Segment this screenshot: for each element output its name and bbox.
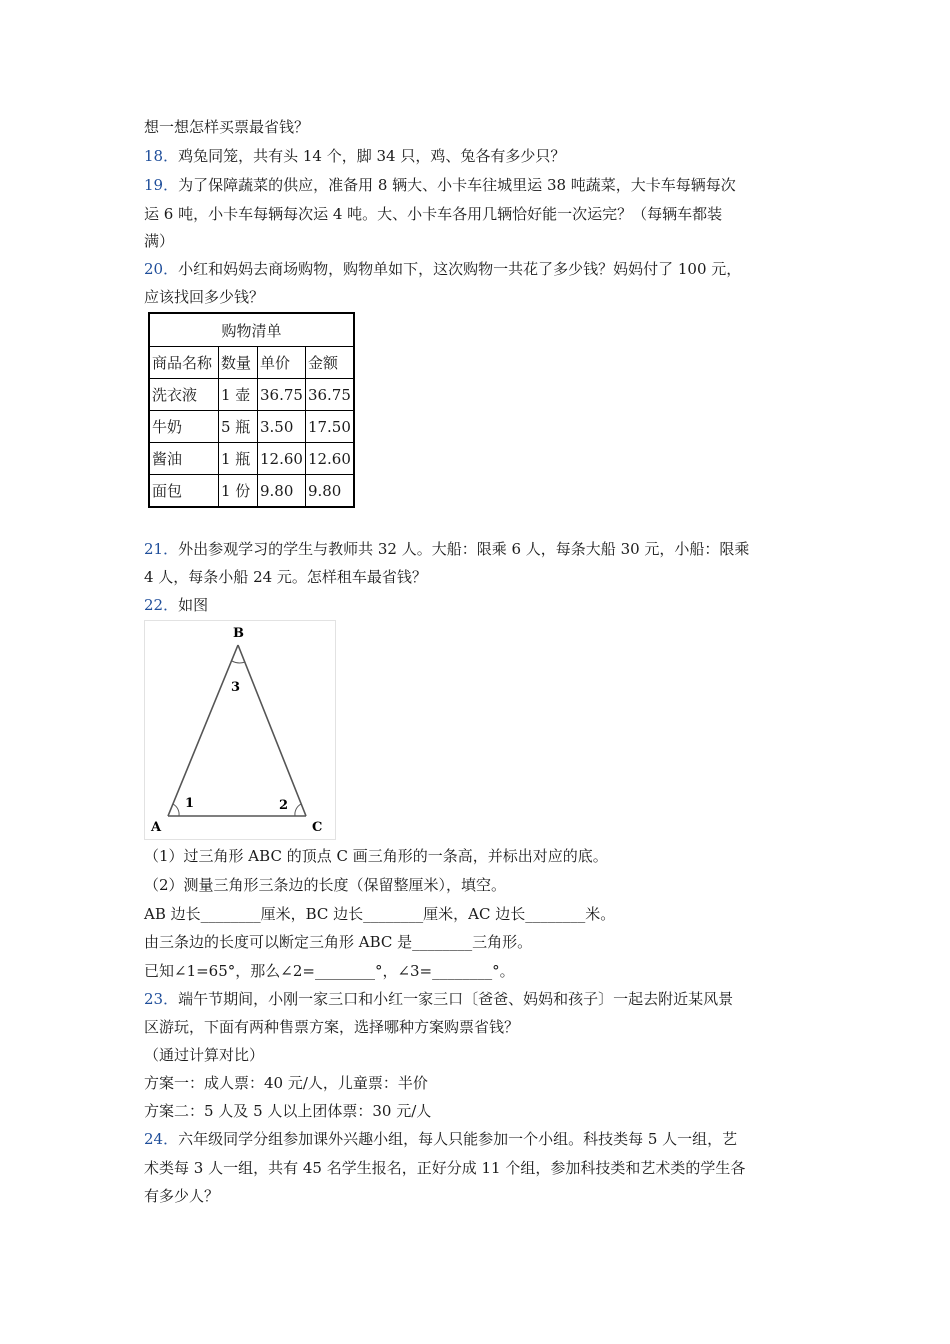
question-number: 18． (144, 147, 179, 165)
table-cell: 酱油 (149, 443, 219, 475)
question-24 (144, 1129, 737, 1149)
table-title: 购物清单 (149, 313, 354, 347)
question-number: 21． (144, 540, 179, 558)
angle-1-arc (173, 804, 179, 816)
table-cell: 牛奶 (149, 411, 219, 443)
angle-2-arc (295, 804, 301, 816)
question-21 (144, 539, 749, 559)
question-number: 20． (144, 260, 179, 278)
question-23 (144, 989, 733, 1009)
table-cell: 9.80 (258, 475, 306, 508)
table-cell: 洗衣液 (149, 379, 219, 411)
q17-tail: 想一想怎样买票最省钱？ (144, 118, 310, 136)
question-19 (144, 175, 736, 195)
question-text: 鸡兔同笼，共有头 14 个，脚 34 只，鸡、兔各有多少只？ (178, 147, 566, 165)
shopping-list-table (148, 312, 355, 508)
vertex-a-label: A (151, 820, 162, 835)
question-number: 19． (144, 176, 179, 194)
question-19-line-2: 运 6 吨，小卡车每辆每次运 4 吨。大、小卡车各用几辆恰好能一次运完？（每辆车都装 (144, 205, 723, 223)
table-cell: 面包 (149, 475, 219, 508)
question-20-line-2: 应该找回多少钱？ (144, 288, 265, 306)
question-24-line-2: 术类每 3 人一组，共有 45 名学生报名，正好分成 11 个组，参加科技类和艺术类的学生各 (144, 1159, 746, 1177)
question-number: 24． (144, 1130, 179, 1148)
table-cell: 1 份 (219, 475, 258, 508)
question-23-plan-1: 方案一：成人票：40 元/人，儿童票：半价 (144, 1074, 428, 1092)
table-cell: 5 瓶 (219, 411, 258, 443)
table-cell: 36.75 (258, 379, 306, 411)
table-cell: 1 壶 (219, 379, 258, 411)
question-23-plan-2: 方案二：5 人及 5 人以上团体票：30 元/人 (144, 1102, 432, 1120)
table-cell: 12.60 (305, 443, 353, 475)
question-text: 如图 (178, 596, 209, 614)
side-bc (238, 645, 306, 816)
question-22-part-1: （1）过三角形 ABC 的顶点 C 画三角形的一条高，并标出对应的底。 (144, 847, 608, 865)
angle-3-label: 3 (231, 680, 241, 695)
vertex-c-label: C (312, 820, 323, 835)
question-22-part-2: （2）测量三角形三条边的长度（保留整厘米），填空。 (144, 876, 507, 894)
triangle-diagram (145, 621, 335, 839)
table-header: 数量 (219, 347, 258, 379)
table-header-row (149, 347, 354, 379)
question-text: 端午节期间，小刚一家三口和小红一家三口〔爸爸、妈妈和孩子〕一起去附近某风景 (178, 990, 734, 1008)
table-header: 金额 (305, 347, 353, 379)
table-row (149, 379, 354, 411)
side-ab (168, 645, 241, 816)
question-text: 小红和妈妈去商场购物，购物单如下，这次购物一共花了多少钱？妈妈付了 100 元， (178, 260, 742, 278)
question-21-line-2: 4 人，每条小船 24 元。怎样租车最省钱？ (144, 568, 427, 586)
question-number: 23． (144, 990, 179, 1008)
question-24-line-3: 有多少人？ (144, 1187, 220, 1205)
angle-3-arc (232, 661, 245, 663)
question-22 (144, 595, 208, 615)
vertex-b-label: B (233, 626, 244, 641)
table-header: 单价 (258, 347, 306, 379)
question-19-line-3: 满） (144, 232, 175, 250)
angle-1-label: 1 (185, 796, 195, 811)
table-row (149, 475, 354, 508)
question-22-fill-lengths: AB 边长________厘米，BC 边长________厘米，AC 边长________米。 (144, 905, 616, 923)
question-23-line-2: 区游玩，下面有两种售票方案，选择哪种方案购票省钱？ (144, 1018, 520, 1036)
question-22-fill-angles: 已知∠1=65°，那么∠2=________°，∠3=________°。 (144, 962, 515, 980)
table-header: 商品名称 (149, 347, 219, 379)
angle-2-label: 2 (279, 798, 289, 813)
triangle-figure (144, 620, 336, 840)
question-18 (144, 146, 565, 166)
table-cell: 17.50 (305, 411, 353, 443)
table-cell: 12.60 (258, 443, 306, 475)
question-22-fill-type: 由三条边的长度可以断定三角形 ABC 是________三角形。 (144, 933, 533, 951)
question-23-note: （通过计算对比） (144, 1046, 265, 1064)
table-row (149, 411, 354, 443)
question-20 (144, 259, 741, 279)
question-text: 外出参观学习的学生与教师共 32 人。大船：限乘 6 人，每条大船 30 元，小船：限乘 (178, 540, 750, 558)
table-cell: 3.50 (258, 411, 306, 443)
table-row (149, 443, 354, 475)
question-text: 六年级同学分组参加课外兴趣小组，每人只能参加一个小组。科技类每 5 人一组，艺 (178, 1130, 738, 1148)
table-cell: 9.80 (305, 475, 353, 508)
question-number: 22． (144, 596, 179, 614)
table-cell: 1 瓶 (219, 443, 258, 475)
table-cell: 36.75 (305, 379, 353, 411)
question-text: 为了保障蔬菜的供应，准备用 8 辆大、小卡车往城里运 38 吨蔬菜，大卡车每辆每次 (178, 176, 736, 194)
